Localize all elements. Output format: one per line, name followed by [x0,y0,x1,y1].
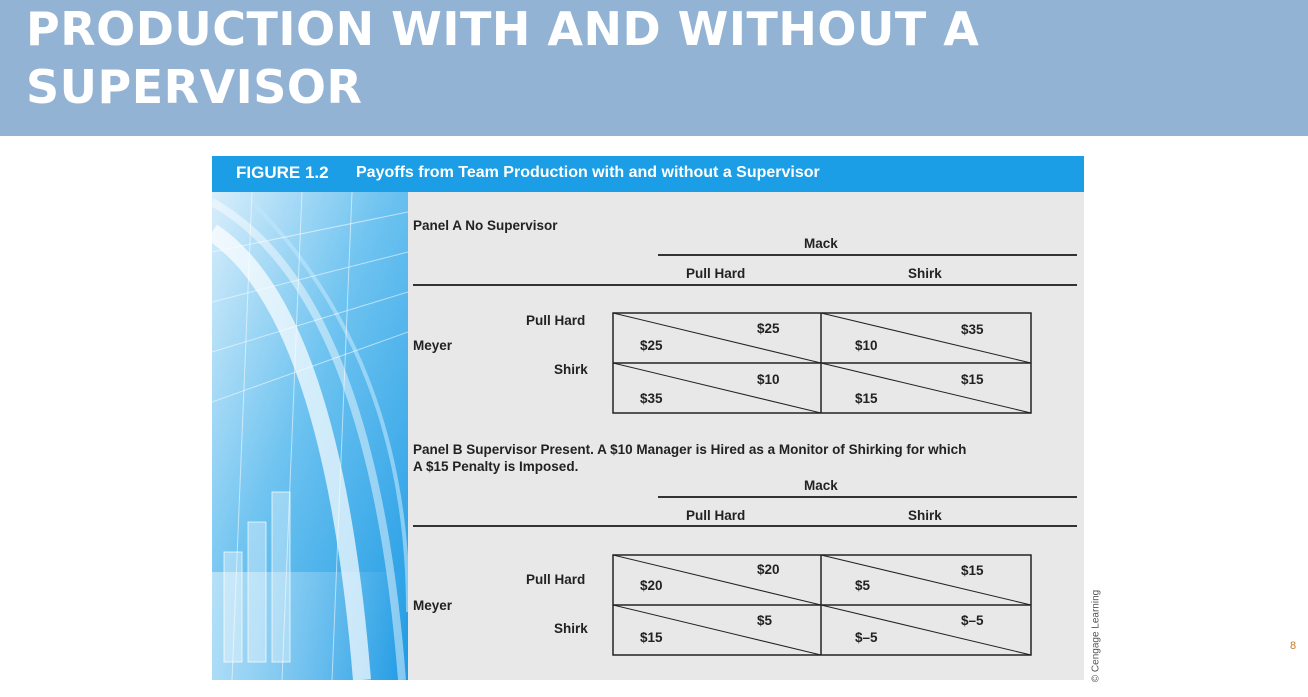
panel-a-col-label-pull-hard: Pull Hard [686,266,746,281]
panel-a-column-player: Mack [804,236,838,251]
panel-b-cell-pp-mack: $20 [757,562,780,577]
panel-b-heading-line-2: A $15 Penalty is Imposed. [413,459,579,474]
panel-a-cell-pp-meyer: $25 [640,338,663,353]
panel-a-cell-ss-meyer: $15 [855,391,878,406]
slide-title-band [0,0,1308,136]
panel-b-heading-line-1: Panel B Supervisor Present. A $10 Manager is Hired as a Monitor of Shirking for which [413,442,967,457]
panel-a-cell-pp-mack: $25 [757,321,780,336]
panel-b-row-label-pull-hard: Pull Hard [526,572,586,587]
copyright-credit-text: © Cengage Learning [1090,589,1102,683]
figure-caption: Payoffs from Team Production with and without a Supervisor [356,164,820,181]
figure-1-2 [212,156,1084,680]
panel-a-header-rule [413,284,1077,286]
page-number: 8 [1290,640,1297,652]
panel-a-payoff-matrix [612,312,1032,414]
panel-b-row-player: Meyer [413,598,453,613]
panel-b-cell-ss-mack: $–5 [961,613,984,628]
figure-header [212,156,1084,192]
panel-a-cell-sp-mack: $10 [757,372,780,387]
panel-b-cell-pp-meyer: $20 [640,578,663,593]
copyright-credit [1086,590,1106,682]
panel-b-col-label-shirk: Shirk [908,508,942,523]
panel-b-cell-ps-mack: $15 [961,563,984,578]
panel-a-row-label-pull-hard: Pull Hard [526,313,586,328]
panel-b-mack-rule [658,496,1077,498]
panel-b-header-rule [413,525,1077,527]
decorative-swirl-image [212,192,408,680]
panel-a-row-label-shirk: Shirk [554,362,588,377]
panel-a-col-label-shirk: Shirk [908,266,942,281]
slide-title-line-1: PRODUCTION WITH AND WITHOUT A [26,2,980,56]
panel-b-col-label-pull-hard: Pull Hard [686,508,746,523]
panel-a-cell-ps-meyer: $10 [855,338,878,353]
panel-b-cell-ps-meyer: $5 [855,578,871,593]
figure-number: FIGURE 1.2 [236,163,329,182]
panel-b-column-player: Mack [804,478,838,493]
panel-a-mack-rule [658,254,1077,256]
panel-a-cell-ss-mack: $15 [961,372,984,387]
panel-a-heading: Panel A No Supervisor [413,218,558,233]
panel-a-row-player: Meyer [413,338,453,353]
panel-b-cell-sp-meyer: $15 [640,630,663,645]
panel-a-cell-sp-meyer: $35 [640,391,663,406]
panel-b-row-label-shirk: Shirk [554,621,588,636]
panel-b-cell-ss-meyer: $–5 [855,630,878,645]
panel-a-cell-ps-mack: $35 [961,322,984,337]
panel-b-payoff-matrix [612,554,1032,656]
slide-title-line-2: SUPERVISOR [26,60,363,114]
panel-b-cell-sp-mack: $5 [757,613,773,628]
